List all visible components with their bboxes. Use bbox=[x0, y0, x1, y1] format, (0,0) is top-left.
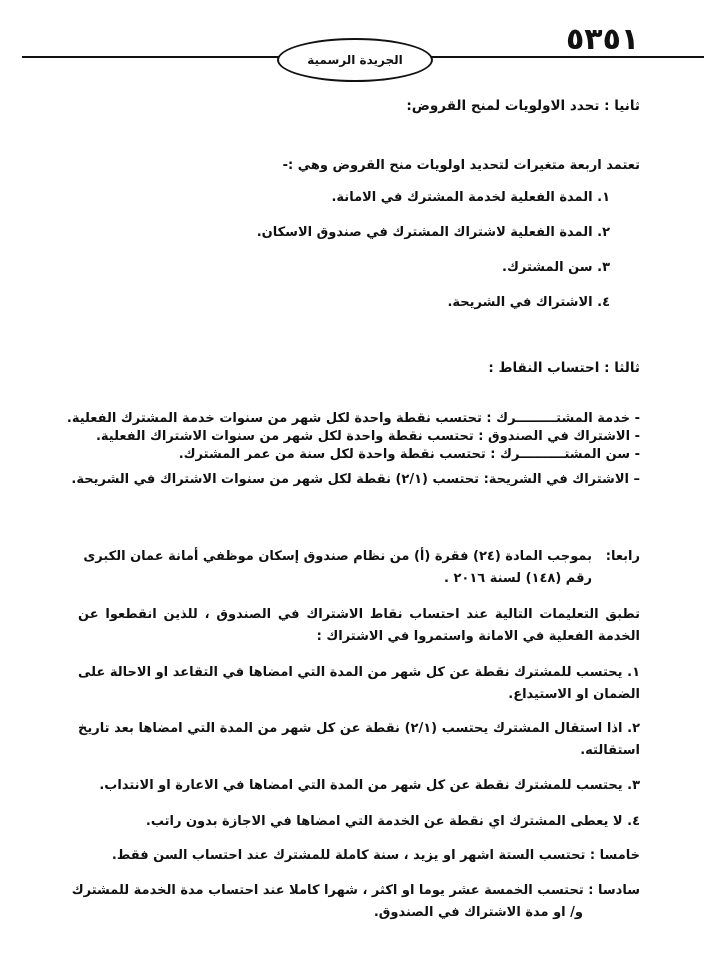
list-item: ٤. لا يعطى المشترك اي نقطة عن الخدمة التي امضاها في الاجازة بدون راتب. bbox=[145, 814, 640, 829]
points-list bbox=[67, 410, 640, 489]
list-item: ١. يحتسب للمشترك نقطة عن كل شهر من المدة التي امضاها في التقاعد او الاحالة على الضمان او الاستيداع. bbox=[78, 665, 640, 702]
page-number: ٥٣٥١ bbox=[566, 22, 640, 57]
section3-title: ثالثا : احتساب النقاط : bbox=[488, 360, 640, 376]
list-item: ١. المدة الفعلية لخدمة المشترك في الامانة. bbox=[331, 190, 610, 205]
section6-line2: و/ او مدة الاشتراك في الصندوق. bbox=[373, 905, 583, 920]
list-item: - خدمة المشتـــــــــرك : تحتسب نقطة واحدة لكل شهر من سنوات خدمة المشترك الفعلية. bbox=[66, 411, 640, 426]
list-item: ٢. المدة الفعلية لاشتراك المشترك في صندوق الاسكان. bbox=[256, 225, 610, 240]
list-item: - سن المشتــــــــــرك : تحتسب نقطة واحدة لكل سنة من عمر المشترك. bbox=[178, 447, 640, 462]
section4-line2: رقم (١٤٨) لسنة ٢٠١٦ . bbox=[444, 571, 592, 586]
journal-name-badge bbox=[277, 38, 433, 82]
list-item: ٤. الاشتراك في الشريحة. bbox=[447, 295, 610, 310]
section2-intro: تعتمد اربعة متغيرات لتحديد اولويات منح القروض وهي :- bbox=[282, 158, 640, 173]
section4-instructions: تطبق التعليمات التالية عند احتساب نقاط الاشتراك في الصندوق ، للذين انقطعوا عن الخدمة الفعلية في الامانة واستمروا في الاشتراك : bbox=[78, 607, 640, 644]
section5-text: خامسا : تحتسب الستة اشهر او يزيد ، سنة كاملة للمشترك عند احتساب السن فقط. bbox=[111, 848, 640, 863]
list-item: – الاشتراك في الشريحة: تحتسب (٢/١) نقطة لكل شهر من سنوات الاشتراك في الشريحة. bbox=[71, 472, 640, 487]
section4-label: رابعا: bbox=[605, 549, 640, 564]
journal-name: الجريدة الرسمية bbox=[307, 53, 403, 67]
list-item: ٣. سن المشترك. bbox=[502, 260, 610, 275]
section6-line1: سادسا : تحتسب الخمسة عشر يوما او اكثر ، شهرا كاملا عند احتساب مدة الخدمة للمشترك bbox=[71, 883, 640, 898]
list-item: ٣. يحتسب للمشترك نقطة عن كل شهر من المدة التي امضاها في الاعارة او الانتداب. bbox=[99, 778, 640, 793]
list-item: - الاشتراك في الصندوق : تحتسب نقطة واحدة لكل شهر من سنوات الاشتراك الفعلية. bbox=[95, 429, 640, 444]
section4-line1: بموجب المادة (٢٤) فقرة (أ) من نظام صندوق إسكان موظفي أمانة عمان الكبرى bbox=[83, 549, 592, 564]
list-item: ٢. اذا استقال المشترك يحتسب (٢/١) نقطة عن كل شهر من المدة التي امضاها بعد تاريخ استقالته. bbox=[78, 721, 641, 758]
section2-title: ثانيا : تحدد الاولويات لمنح القروض: bbox=[406, 98, 640, 114]
